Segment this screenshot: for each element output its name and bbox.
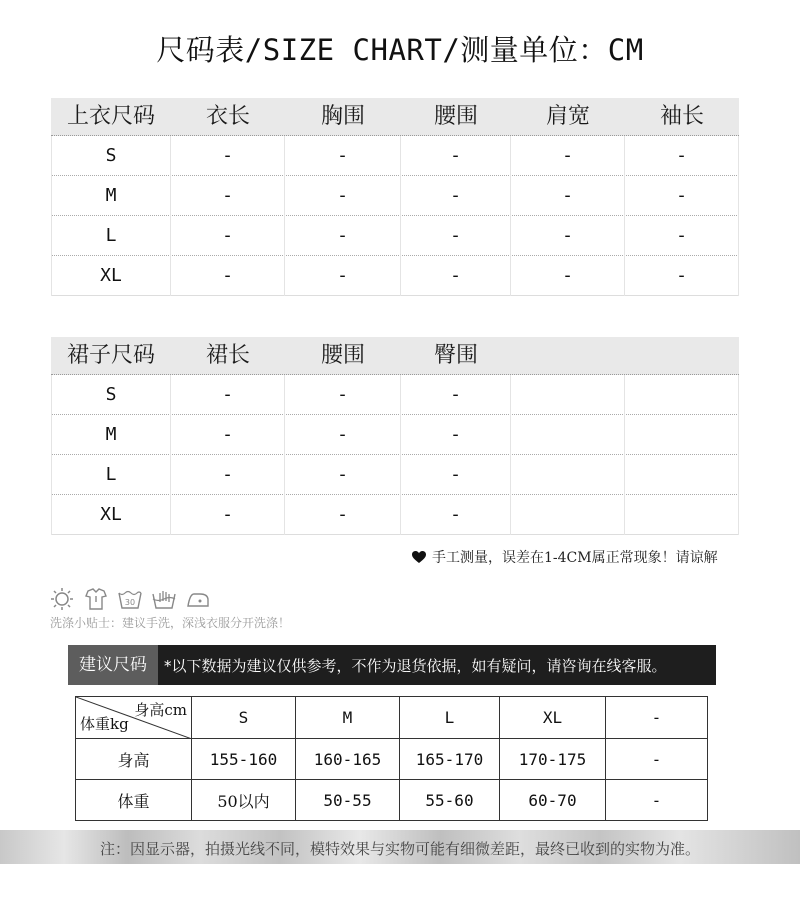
value-cell: - [171,415,285,455]
table-row [76,780,708,821]
value-cell: - [171,136,285,176]
no-sun-dry-icon [50,588,74,610]
value-cell: - [625,176,739,216]
size-cell: S [51,136,171,176]
header-skirt-length: 裙长 [205,342,250,368]
value-cell: - [285,375,401,415]
advise-bar [68,645,716,685]
measure-note [412,547,718,567]
height-cell: 170-175 [500,739,606,780]
height-cell: - [606,739,708,780]
size-cell: M [51,176,171,216]
table-row [51,415,739,455]
value-cell: - [285,136,401,176]
header-size: 裙子尺码 [66,342,155,368]
weight-cell: 55-60 [400,780,500,821]
table-header [51,337,739,375]
top-size-table [51,98,739,296]
value-cell: - [401,375,511,415]
hand-wash-icon [152,588,176,610]
value-cell: - [625,216,739,256]
table-row [51,375,739,415]
value-cell [625,495,739,535]
corner-height-label: 身高cm [134,701,187,719]
height-cell: 155-160 [192,739,296,780]
value-cell: - [171,216,285,256]
value-cell: - [285,176,401,216]
size-cell: L [51,455,171,495]
value-cell [625,375,739,415]
value-cell: - [511,256,625,296]
weight-cell: 50-55 [296,780,400,821]
header-waist: 腰围 [433,103,478,129]
value-cell: - [171,256,285,296]
value-cell: - [401,216,511,256]
size-cell: L [51,216,171,256]
height-row-label: 身高 [76,739,192,780]
advise-text: *以下数据为建议仅供参考，不作为退货依据，如有疑问，请咨询在线客服。 [164,656,667,675]
table-header [51,98,739,136]
heart-icon [412,551,426,564]
value-cell [511,455,625,495]
height-cell: 165-170 [400,739,500,780]
hang-dry-icon [84,588,108,610]
page-title: 尺码表/SIZE CHART/测量单位：CM [156,33,644,67]
value-cell: - [401,495,511,535]
value-cell [625,455,739,495]
size-cell: XL [51,495,171,535]
size-cell: M [51,415,171,455]
header-sleeve: 袖长 [659,103,704,129]
care-tip: 洗涤小贴士：建议手洗，深浅衣服分开洗涤！ [50,616,291,630]
table-row [51,216,739,256]
value-cell: - [401,455,511,495]
value-cell [511,415,625,455]
size-cell: XL [51,256,171,296]
table-row [51,176,739,216]
value-cell: - [401,136,511,176]
table-row [51,495,739,535]
table-row [51,136,739,176]
table-row [76,697,708,739]
weight-row-label: 体重 [76,780,192,821]
measure-note-text: 手工测量，误差在1-4CM属正常现象！请谅解 [432,550,718,566]
height-cell: 160-165 [296,739,400,780]
corner-weight-label: 体重kg [80,715,129,733]
recommend-table [75,696,708,821]
skirt-size-table [51,337,739,535]
value-cell: - [285,256,401,296]
value-cell: - [285,216,401,256]
size-header-cell: M [296,697,400,739]
value-cell: - [401,256,511,296]
value-cell: - [511,176,625,216]
header-length: 衣长 [205,103,250,129]
header-chest: 胸围 [320,103,365,129]
table-row [51,256,739,296]
value-cell: - [285,495,401,535]
corner-cell [76,697,192,739]
value-cell: - [401,415,511,455]
size-header-cell: S [192,697,296,739]
value-cell: - [171,455,285,495]
header-size: 上衣尺码 [66,103,155,129]
size-header-cell: L [400,697,500,739]
care-icons [50,588,210,610]
header-shoulder: 肩宽 [545,103,590,129]
value-cell: - [511,216,625,256]
header-waist: 腰围 [320,342,365,368]
value-cell: - [285,455,401,495]
wash-30-icon [118,588,142,610]
value-cell: - [625,136,739,176]
weight-cell: - [606,780,708,821]
advise-label: 建议尺码 [68,645,158,685]
table-row [51,455,739,495]
table-row [76,739,708,780]
weight-cell: 60-70 [500,780,606,821]
footer-note: 注：因显示器，拍摄光线不同，模特效果与实物可能有细微差距，最终已收到的实物为准。 [99,840,700,858]
value-cell: - [171,176,285,216]
size-header-cell: - [606,697,708,739]
value-cell: - [285,415,401,455]
size-header-cell: XL [500,697,606,739]
value-cell [625,415,739,455]
value-cell [511,375,625,415]
value-cell [511,495,625,535]
value-cell: - [171,375,285,415]
wash-temperature-label: 30 [124,598,136,607]
header-hip: 臀围 [433,342,478,368]
size-cell: S [51,375,171,415]
value-cell: - [401,176,511,216]
value-cell: - [511,136,625,176]
value-cell: - [625,256,739,296]
low-iron-icon [186,588,210,610]
weight-cell: 50以内 [192,780,296,821]
value-cell: - [171,495,285,535]
